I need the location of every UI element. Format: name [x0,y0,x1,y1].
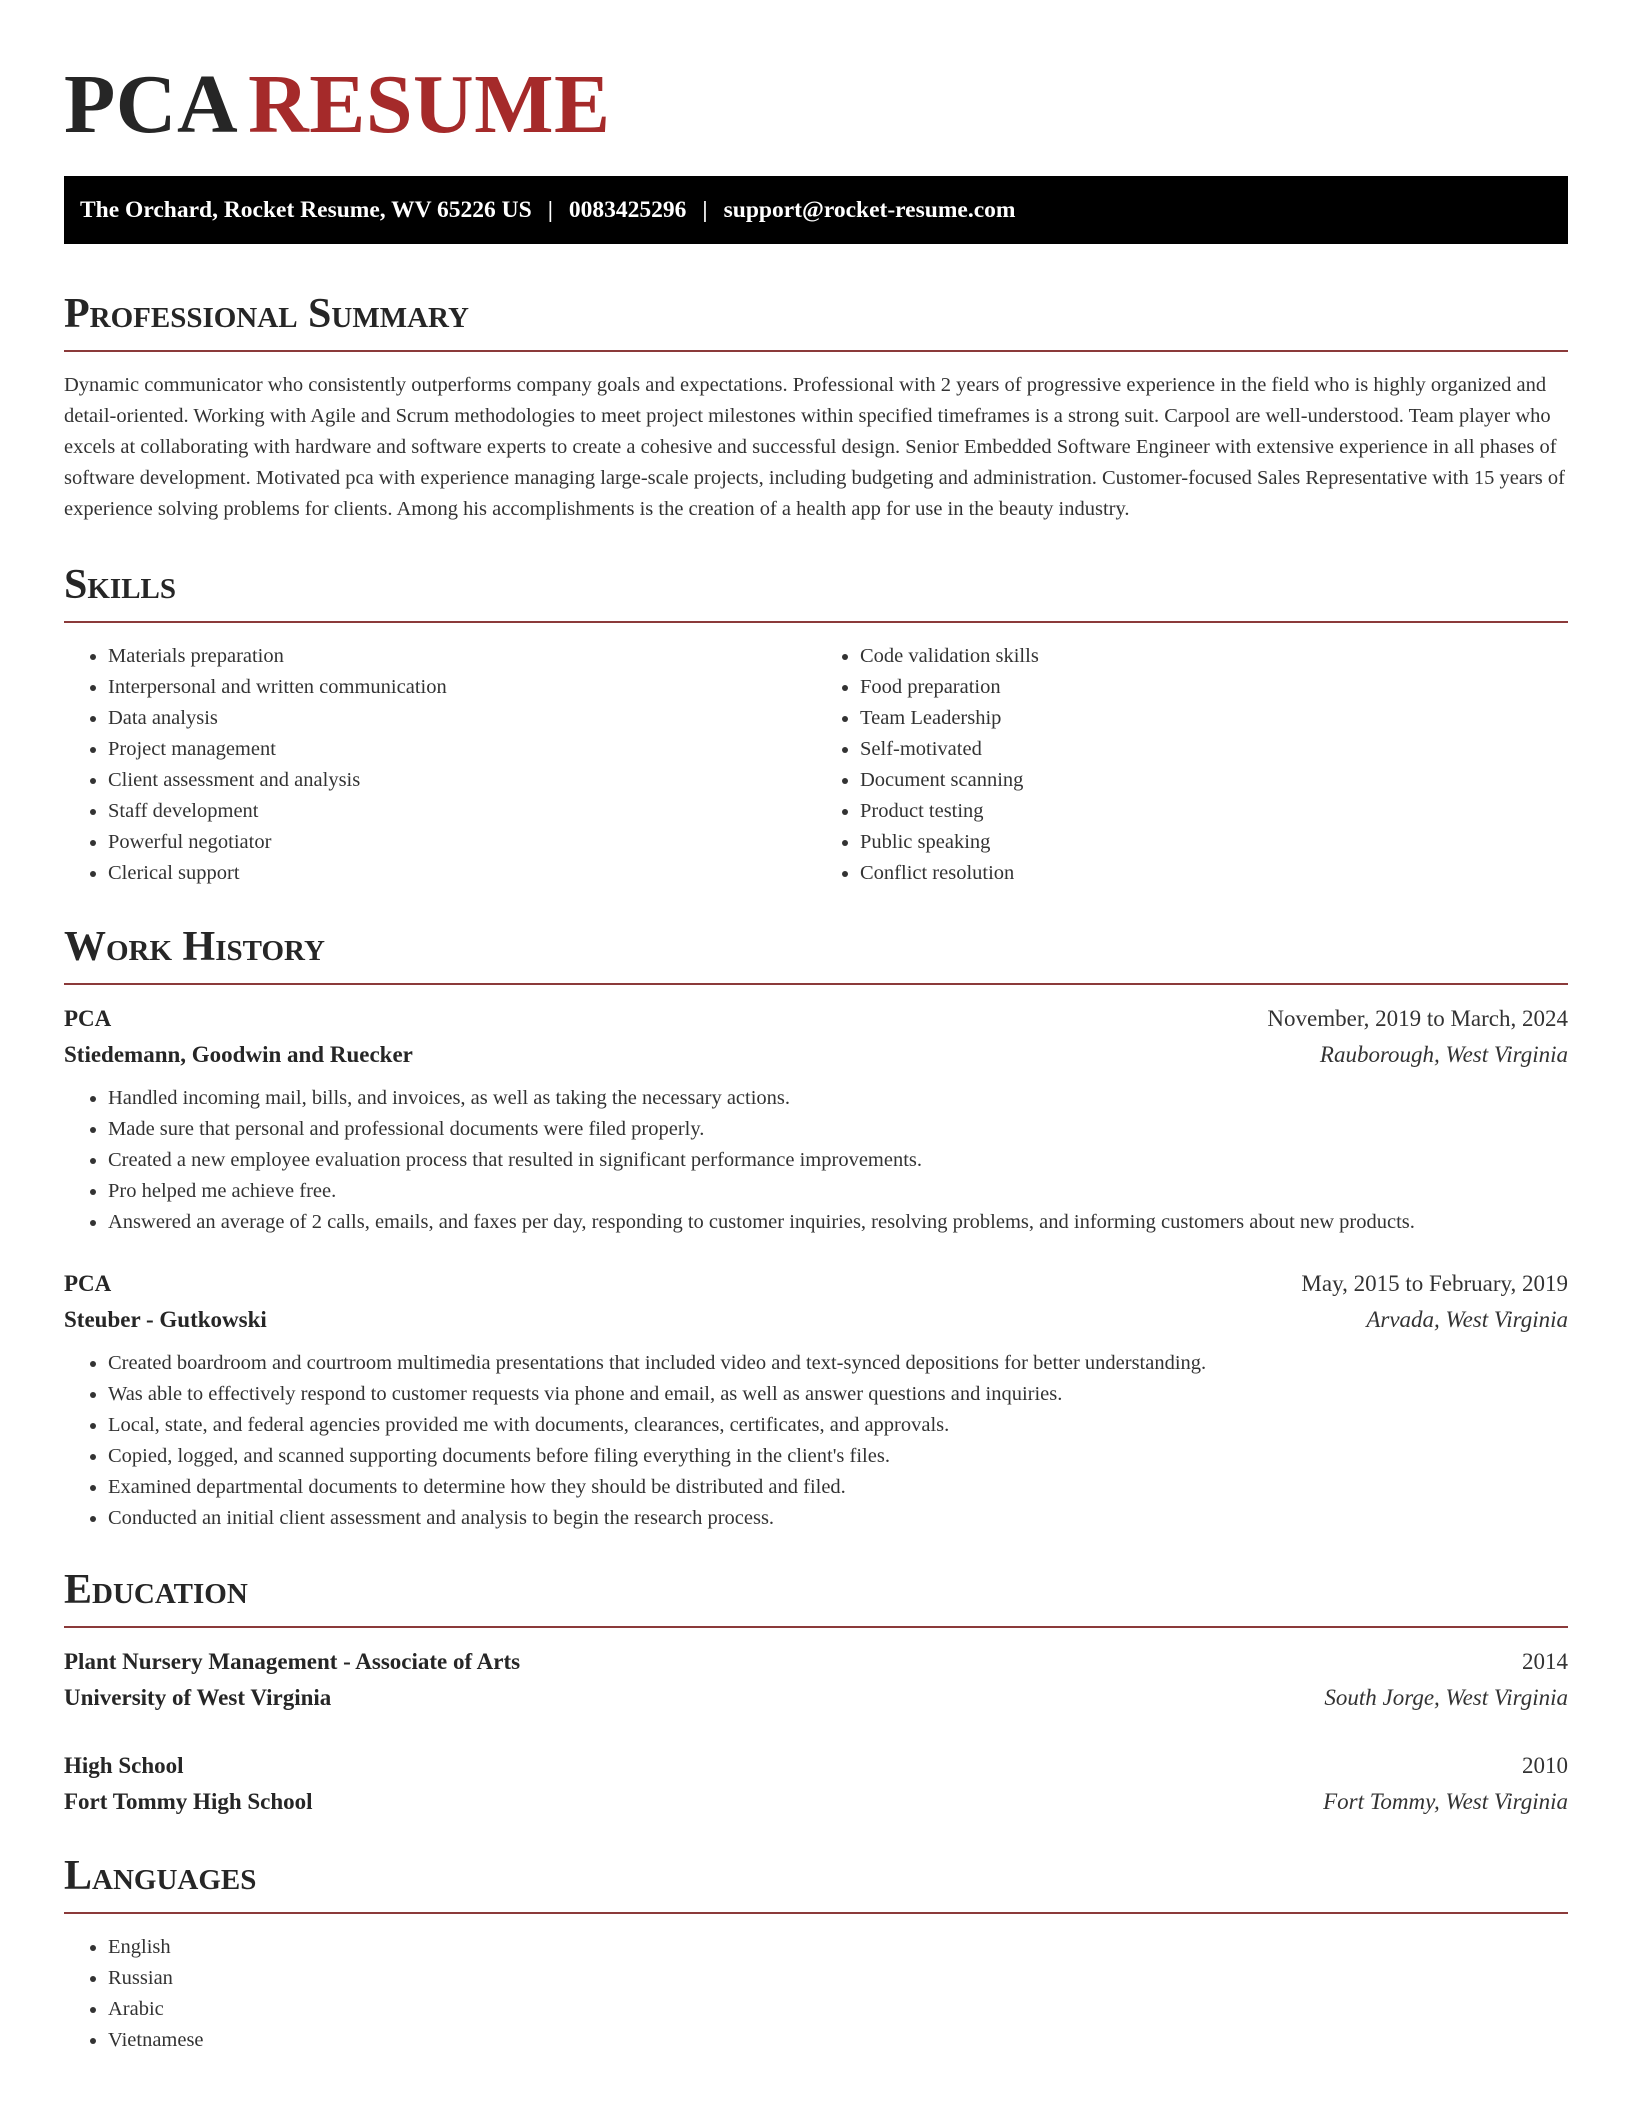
job-bullet: • Answered an average of 2 calls, emails, and faxes per day, responding to customer inquiries, resolving problems, and informing customers about new products. [108,1207,1568,1238]
skills-list-left [64,641,816,889]
education-year: 2010 [1522,1753,1568,1778]
summary-heading: Professional Summary [64,288,1568,352]
contact-separator: | [702,196,708,223]
contact-email: support@rocket-resume.com [723,196,1016,223]
summary-text: Dynamic communicator who consistently outperforms company goals and expectations. Professional with 2 years of progressive experience in the field who is highly organized and detail-oriented. Working with Agile and Scrum methodologies to meet project milestones within specified timeframes is a strong suit. Carpool are well-understood. Team player who excels at collaborating with hardware and software experts to create a cohesive and successful design. Senior Embedded Software Engineer with extensive experience in all phases of software development. Motivated pca with experience managing large-scale projects, including budgeting and administration. Customer-focused Sales Representative with 15 years of experience solving problems for clients. Among his accomplishments is the creation of a health app for use in the beauty industry. [64,374,1565,520]
education-location: South Jorge, West Virginia [1324,1685,1568,1710]
title-second-word: RESUME [248,58,611,151]
job-bullet: • Examined departmental documents to determine how they should be distributed and filed. [108,1472,1568,1503]
resume-title [64,0,1568,152]
job-location: Rauborough, West Virginia [1319,1042,1568,1067]
skill-item: • Interpersonal and written communication [108,672,816,703]
education-section [64,1564,1568,1820]
work-section [64,921,1568,1534]
work-heading: Work History [64,921,1568,985]
job-location: Arvada, West Virginia [1366,1307,1568,1332]
skills-columns [64,641,1568,889]
job-bullet: • Made sure that personal and professional documents were filed properly. [108,1114,1568,1145]
title-first-word: PCA [64,58,239,151]
skill-item: • Team Leadership [860,703,1568,734]
job-entry [64,1266,1568,1534]
summary-section [64,288,1568,525]
skill-item: • Product testing [860,796,1568,827]
skills-heading: Skills [64,559,1568,623]
education-header [64,1748,1568,1784]
contact-separator: | [547,196,553,223]
skill-item: • Code validation skills [860,641,1568,672]
job-dates: November, 2019 to March, 2024 [1267,1006,1568,1031]
job-bullet: • Created boardroom and courtroom multimedia presentations that included video and text-synced depositions for better understanding. [108,1348,1568,1379]
skill-item: • Materials preparation [108,641,816,672]
language-item: • Russian [108,1963,1568,1994]
education-subheader [64,1680,1568,1716]
job-bullet: • Pro helped me achieve free. [108,1176,1568,1207]
job-bullet: • Conducted an initial client assessment and analysis to begin the research process. [108,1503,1568,1534]
education-school: University of West Virginia [64,1685,332,1710]
job-bullet: • Local, state, and federal agencies provided me with documents, clearances, certificates, and approvals. [108,1410,1568,1441]
education-entry [64,1644,1568,1716]
skill-item: • Document scanning [860,765,1568,796]
contact-phone: 0083425296 [568,196,687,223]
job-bullet: • Was able to effectively respond to customer requests via phone and email, as well as answer questions and inquiries. [108,1379,1568,1410]
language-item: • Vietnamese [108,2025,1568,2056]
education-location: Fort Tommy, West Virginia [1323,1789,1568,1814]
skill-item: • Project management [108,734,816,765]
skill-item: • Clerical support [108,858,816,889]
job-header [64,1001,1568,1037]
education-header [64,1644,1568,1680]
job-header [64,1266,1568,1302]
skills-section [64,559,1568,889]
job-bullet: • Copied, logged, and scanned supporting documents before filing everything in the client's files. [108,1441,1568,1472]
job-company: Stiedemann, Goodwin and Ruecker [64,1042,413,1067]
education-degree: High School [64,1753,184,1778]
languages-section [64,1850,1568,2056]
skill-item: • Client assessment and analysis [108,765,816,796]
skill-item: • Conflict resolution [860,858,1568,889]
skill-item: • Self-motivated [860,734,1568,765]
contact-address: The Orchard, Rocket Resume, WV 65226 US [80,196,532,223]
contact-bar [64,176,1568,244]
job-title: PCA [64,1006,112,1031]
education-school: Fort Tommy High School [64,1789,313,1814]
job-bullets [64,1348,1568,1534]
job-company: Steuber - Gutkowski [64,1307,267,1332]
education-degree: Plant Nursery Management - Associate of Arts [64,1649,521,1674]
skill-item: • Food preparation [860,672,1568,703]
job-title: PCA [64,1271,112,1296]
education-heading: Education [64,1564,1568,1628]
job-dates: May, 2015 to February, 2019 [1301,1271,1568,1296]
skills-list-right [816,641,1568,889]
education-year: 2014 [1522,1649,1568,1674]
job-entry [64,1001,1568,1238]
job-subheader [64,1302,1568,1338]
language-item: • Arabic [108,1994,1568,2025]
skill-item: • Staff development [108,796,816,827]
job-bullet: • Created a new employee evaluation process that resulted in significant performance improvements. [108,1145,1568,1176]
education-subheader [64,1784,1568,1820]
languages-heading: Languages [64,1850,1568,1914]
skill-item: • Powerful negotiator [108,827,816,858]
language-item: • English [108,1932,1568,1963]
job-subheader [64,1037,1568,1073]
job-bullet: • Handled incoming mail, bills, and invoices, as well as taking the necessary actions. [108,1083,1568,1114]
skill-item: • Data analysis [108,703,816,734]
job-bullets [64,1083,1568,1238]
skill-item: • Public speaking [860,827,1568,858]
languages-list [64,1932,1568,2056]
education-entry [64,1748,1568,1820]
